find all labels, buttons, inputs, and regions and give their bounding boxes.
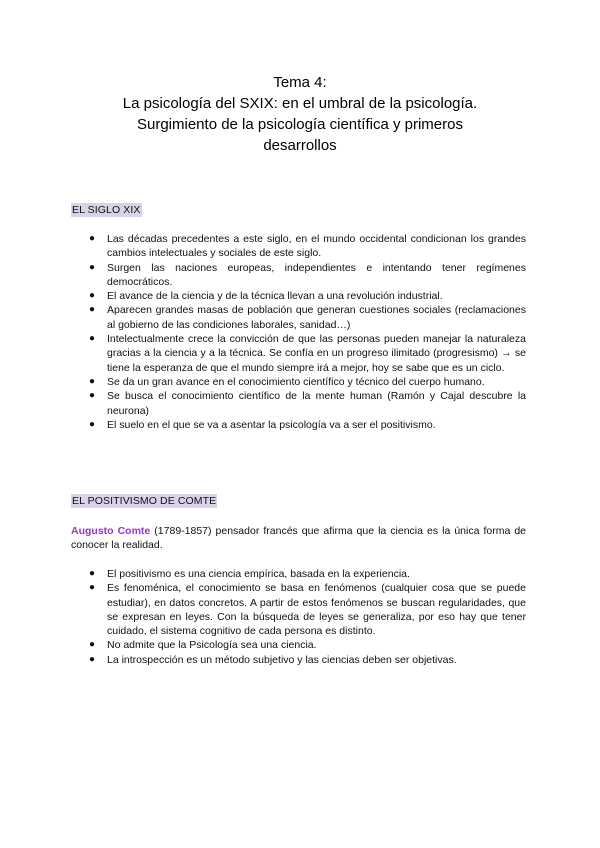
bullet-icon: ● bbox=[89, 375, 96, 387]
list-item-text: El positivismo es una ciencia empírica, basada en la experiencia. bbox=[107, 568, 410, 580]
author-name: Augusto Comte bbox=[71, 525, 151, 537]
list-item bbox=[89, 567, 526, 581]
bullet-icon: ● bbox=[89, 639, 96, 651]
list-item-text: El suelo en el que se va a asentar la psicología va a ser el positivismo. bbox=[107, 418, 436, 431]
list-item-text: La introspección es un método subjetivo y las ciencias deben ser objetivas. bbox=[107, 653, 457, 666]
list-item bbox=[89, 418, 526, 432]
list-item bbox=[89, 232, 526, 261]
intro-text: (1789-1857) pensador francés que afirma que la ciencia es la única forma de conocer la realidad. bbox=[71, 525, 526, 552]
list-item-text: Intelectualmente crece la convicción de que las personas pueden manejar la naturaleza gracias a la ciencia y a la técnica. Se confía en un progreso ilimitado (progresismo) → se tiene la esperanza de que el mundo siempre irá a mejor, hoy se sabe que es un ciclo. bbox=[107, 333, 526, 374]
title-line-4: desarrollos bbox=[263, 137, 337, 154]
list-item bbox=[89, 389, 526, 418]
list-item bbox=[89, 289, 526, 303]
bullet-list-siglo-xix bbox=[89, 232, 526, 432]
list-item-text: Se da un gran avance en el conocimiento científico y técnico del cuerpo humano. bbox=[107, 375, 485, 388]
bullet-icon: ● bbox=[89, 390, 96, 402]
list-item-text: Aparecen grandes masas de población que generan cuestiones sociales (reclamaciones al gobierno de las condiciones laborales, sanidad…) bbox=[107, 304, 526, 331]
list-item-text: El avance de la ciencia y de la técnica llevan a una revolución industrial. bbox=[107, 290, 443, 303]
list-item bbox=[89, 581, 526, 638]
section-heading-positivismo: EL POSITIVISMO DE COMTE bbox=[72, 495, 217, 507]
bullet-icon: ● bbox=[89, 233, 96, 244]
list-item bbox=[89, 332, 526, 375]
list-item-text: Las décadas precedentes a este siglo, en el mundo occidental condicionan los grandes cambios intelectuales y sociales de este siglo. bbox=[107, 233, 526, 260]
list-item-text: No admite que la Psicología sea una ciencia. bbox=[107, 639, 317, 652]
list-item bbox=[89, 375, 526, 389]
list-item-text: Es fenoménica, el conocimiento se basa en fenómenos (cualquier cosa que se puede estudiar), en datos concretos. A partir de estos fenómenos se buscan regularidades, que se expresan en leyes. Con la búsqueda de leyes se generaliza, por eso hay que tener cuidado, el sistema cognitivo de cada persona es distinto. bbox=[107, 582, 526, 638]
bullet-icon: ● bbox=[89, 582, 96, 594]
bullet-icon: ● bbox=[89, 261, 96, 273]
bullet-icon: ● bbox=[89, 333, 96, 345]
list-item bbox=[89, 303, 526, 332]
list-item bbox=[89, 638, 526, 652]
bullet-icon: ● bbox=[89, 568, 96, 579]
title-line-1: Tema 4: bbox=[273, 74, 327, 91]
bullet-list-positivismo bbox=[89, 567, 526, 667]
bullet-icon: ● bbox=[89, 653, 96, 665]
intro-paragraph bbox=[71, 524, 526, 553]
bullet-icon: ● bbox=[89, 418, 96, 430]
list-item bbox=[89, 261, 526, 290]
bullet-icon: ● bbox=[89, 304, 96, 316]
document-title bbox=[60, 72, 540, 156]
section-heading-siglo-xix: EL SIGLO XIX bbox=[72, 204, 141, 216]
list-item-text: Surgen las naciones europeas, independientes e intentando tener regímenes democráticos. bbox=[107, 261, 526, 288]
bullet-icon: ● bbox=[89, 290, 96, 302]
list-item-text: Se busca el conocimiento científico de la mente human (Ramón y Cajal descubre la neurona) bbox=[107, 390, 526, 417]
title-line-3: Surgimiento de la psicología científica y primeros bbox=[137, 116, 463, 133]
title-line-2: La psicología del SXIX: en el umbral de la psicología. bbox=[122, 95, 478, 112]
list-item bbox=[89, 653, 526, 667]
